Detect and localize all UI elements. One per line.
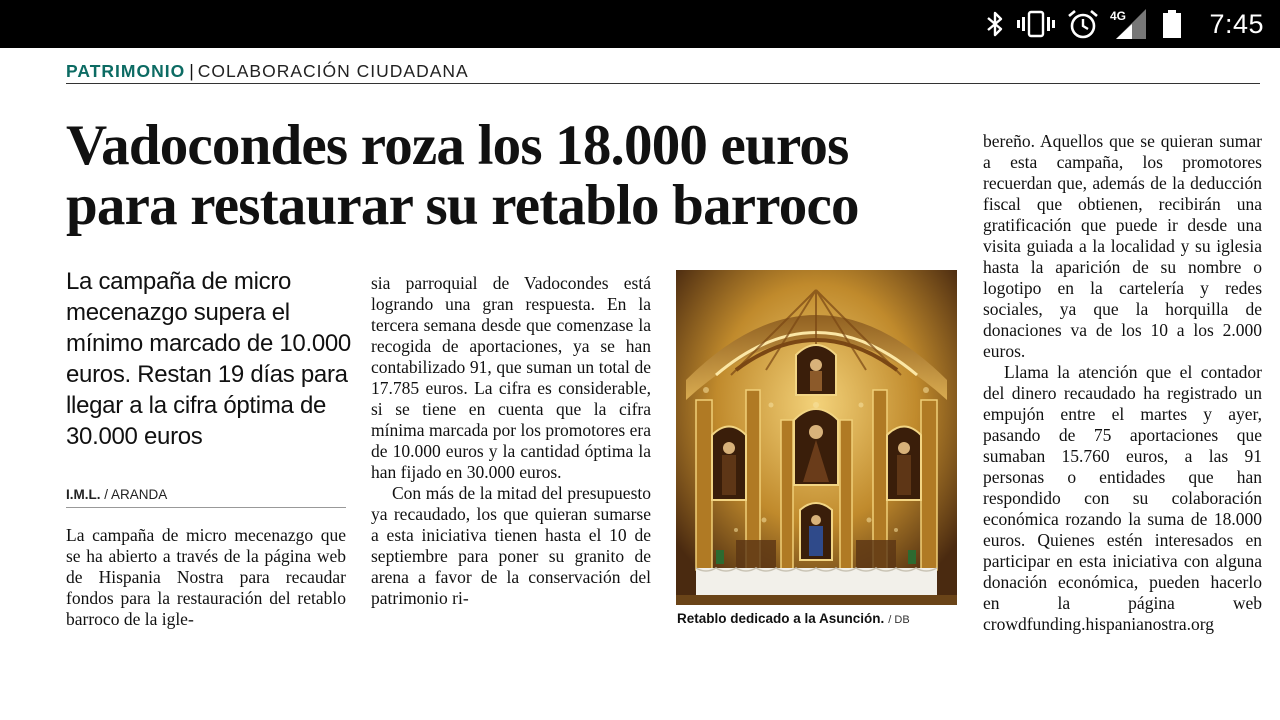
- status-bar: [0, 0, 1280, 48]
- retablo-photo: [676, 270, 957, 605]
- body-paragraph: sia parroquial de Vadocondes está logrando una gran respuesta. En la tercera semana desde que comenzase la recogida de aportaciones, ya se han contabilizado 91, que suman un total de 17.785 euros. La cifra es considerable, si se tiene en cuenta que la cifra mínima marcada por los promotores era de 10.000 euros y la cantidad óptima la han fijado en 30.000 euros.: [371, 273, 651, 482]
- body-paragraph: La campaña de micro mecenazgo que se ha abierto a través de la página web de Hispania Nostra para recaudar fondos para la restauración del retablo barroco de la igle-: [66, 525, 346, 629]
- caption-text: Retablo dedicado a la Asunción.: [677, 611, 885, 626]
- subsection-label: COLABORACIÓN CIUDADANA: [197, 61, 469, 81]
- headline-line-2: para restaurar su retablo barroco: [66, 174, 859, 237]
- clock: 7:45: [1209, 9, 1264, 39]
- body-paragraph: Llama la atención que el contador del dinero recaudado ha registrado un empujón entre el martes y ayer, pasando de 75 aportaciones que sumaban 15.760 euros, a las 91 personas o entidades que han respondido con su colaboración económica rozando la suma de 18.000 euros. Quienes estén interesados en participar en esta iniciativa con alguna donación económica, pueden hacerlo en la página web crowdfunding.hispanianostra.org: [983, 362, 1262, 634]
- article-column-1: [66, 525, 346, 630]
- section-label: PATRIMONIO: [66, 61, 186, 81]
- bluetooth-icon: [982, 0, 1008, 48]
- alarm-icon: [1066, 0, 1100, 48]
- photo-caption: [677, 611, 910, 626]
- body-paragraph: bereño. Aquellos que se quieran sumar a esta campaña, los promotores recuerdan que, además de la deducción fiscal que obtienen, recibirán una gratificación que puede ir desde una visita guiada a la localidad y su iglesia hasta la aparición de su nombre o logotipo en la cartelería y redes sociales, ya que la horquilla de donaciones va de los 10 a los 2.000 euros.: [983, 131, 1262, 361]
- lead-paragraph: La campaña de micro mecenazgo supera el mínimo marcado de 10.000 euros. Restan 19 días para llegar a la cifra óptima de 30.000 euros: [66, 268, 351, 450]
- byline-author: I.M.L.: [66, 487, 101, 502]
- byline: [66, 487, 167, 502]
- article-column-2: [371, 273, 651, 609]
- battery-icon: [1160, 0, 1184, 48]
- photo-credit: / DB: [888, 614, 910, 626]
- headline-line-1: Vadocondes roza los 18.000 euros: [66, 114, 849, 177]
- headline: [66, 116, 966, 236]
- network-type-label: 4G: [1110, 9, 1127, 23]
- section-header: PATRIMONIO | COLABORACIÓN CIUDADANA: [66, 61, 469, 81]
- signal-icon: [1108, 0, 1148, 48]
- byline-rule: [66, 507, 346, 508]
- article-column-4: [983, 131, 1262, 635]
- body-paragraph: Con más de la mitad del presupuesto ya recaudado, los que quieran sumarse a esta iniciativa tienen hasta el 10 de septiembre para poner su granito de arena a favor de la conservación del patrimonio ri-: [371, 483, 651, 608]
- byline-location: / ARANDA: [104, 487, 168, 502]
- article-page: [0, 48, 1280, 720]
- vibrate-icon: [1016, 0, 1056, 48]
- header-rule: [66, 83, 1260, 84]
